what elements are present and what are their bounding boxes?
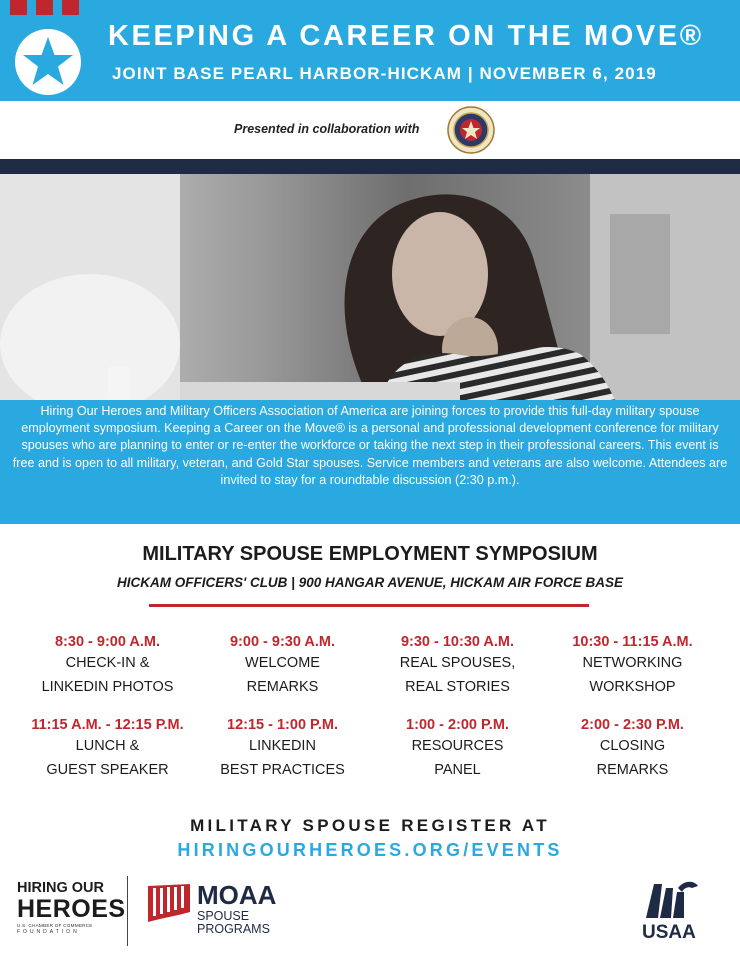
schedule-time: 1:00 - 2:00 P.M. (406, 717, 509, 733)
schedule-time: 9:00 - 9:30 A.M. (229, 634, 336, 650)
schedule-time: 9:30 - 10:30 A.M. (400, 634, 515, 650)
schedule-title: PANEL (434, 762, 481, 778)
symposium-location: HICKAM OFFICERS' CLUB | 900 HANGAR AVENUE, HICKAM AIR FORCE BASE (116, 575, 623, 590)
schedule-item (20, 716, 195, 782)
schedule-title: CLOSING (599, 738, 666, 754)
moaa-logo-sub1: SPOUSE (197, 909, 250, 923)
schedule-title: WORKSHOP (589, 679, 676, 695)
star-icon (15, 29, 81, 95)
schedule-title: GUEST SPEAKER (46, 762, 169, 778)
schedule-title: BEST PRACTICES (220, 762, 345, 778)
register-heading: MILITARY SPOUSE REGISTER AT (190, 816, 550, 835)
header-banner (0, 0, 740, 101)
schedule-title: LUNCH & (75, 738, 140, 754)
symposium-title: MILITARY SPOUSE EMPLOYMENT SYMPOSIUM (142, 543, 598, 565)
intro-description: Hiring Our Heroes and Military Officers Association of America are joining forces to provide this full-day military spouse employment symposium. Keeping a Career on the Move® is a personal and professional development conference for military spouses who are planning to enter or re-enter the workforce or taking the next step in their professional careers. This event is free and is open to all military, veteran, and Gold Star spouses. Service members and veterans are also welcome. Attendees are invited to stay for a roundtable discussion (2:30 p.m.). (0, 400, 740, 524)
base-seal-icon (447, 106, 495, 154)
navy-band (0, 159, 740, 174)
schedule-title: RESOURCES (411, 738, 504, 754)
schedule-time: 10:30 - 11:15 A.M. (572, 634, 693, 650)
schedule-item (370, 716, 545, 782)
schedule-title: CHECK-IN & (65, 655, 150, 671)
usaa-logo (640, 878, 710, 944)
hoh-logo-line2: HEROES (17, 895, 126, 923)
schedule-item (545, 633, 720, 699)
register-link[interactable]: HIRINGOURHEROES.ORG/EVENTS (177, 840, 563, 860)
hiring-our-heroes-logo (17, 880, 126, 936)
moaa-flag-icon (146, 882, 192, 922)
event-title: KEEPING A CAREER ON THE MOVE® (108, 20, 704, 52)
logo-divider (127, 876, 128, 946)
moaa-logo-sub2: PROGRAMS (197, 922, 270, 936)
schedule-item (195, 633, 370, 699)
usaa-logo-word: USAA (642, 922, 696, 943)
schedule-title: REAL STORIES (405, 679, 510, 695)
schedule-item (370, 633, 545, 699)
collaboration-row (0, 101, 740, 159)
hero-photo (0, 174, 740, 400)
moaa-logo (146, 882, 296, 942)
hoh-logo-line3: U.S. CHAMBER OF COMMERCE (17, 923, 93, 928)
schedule-title: REAL SPOUSES, (399, 655, 516, 671)
schedule-title: LINKEDIN PHOTOS (41, 679, 174, 695)
schedule-title: WELCOME (245, 655, 320, 671)
schedule-time: 11:15 A.M. - 12:15 P.M. (31, 717, 184, 733)
schedule-grid (20, 633, 720, 782)
schedule-title: REMARKS (246, 679, 319, 695)
schedule-title: REMARKS (596, 762, 669, 778)
collaboration-text: Presented in collaboration with (234, 122, 420, 136)
schedule-item (545, 716, 720, 782)
schedule-time: 2:00 - 2:30 P.M. (581, 717, 684, 733)
event-subtitle: JOINT BASE PEARL HARBOR-HICKAM | NOVEMBER 6, 2019 (112, 64, 657, 83)
hoh-logo-line1: HIRING OUR (17, 880, 104, 896)
schedule-time: 8:30 - 9:00 A.M. (54, 634, 161, 650)
schedule-title: NETWORKING (582, 655, 683, 671)
flag-stripes (10, 0, 79, 15)
schedule-title: LINKEDIN (249, 738, 316, 754)
usaa-eagle-icon (640, 878, 706, 922)
schedule-item (20, 633, 195, 699)
schedule-time: 12:15 - 1:00 P.M. (227, 717, 338, 733)
schedule-item (195, 716, 370, 782)
hoh-logo-line4: FOUNDATION (17, 929, 80, 935)
divider (149, 604, 589, 607)
moaa-logo-word: MOAA (197, 880, 277, 910)
